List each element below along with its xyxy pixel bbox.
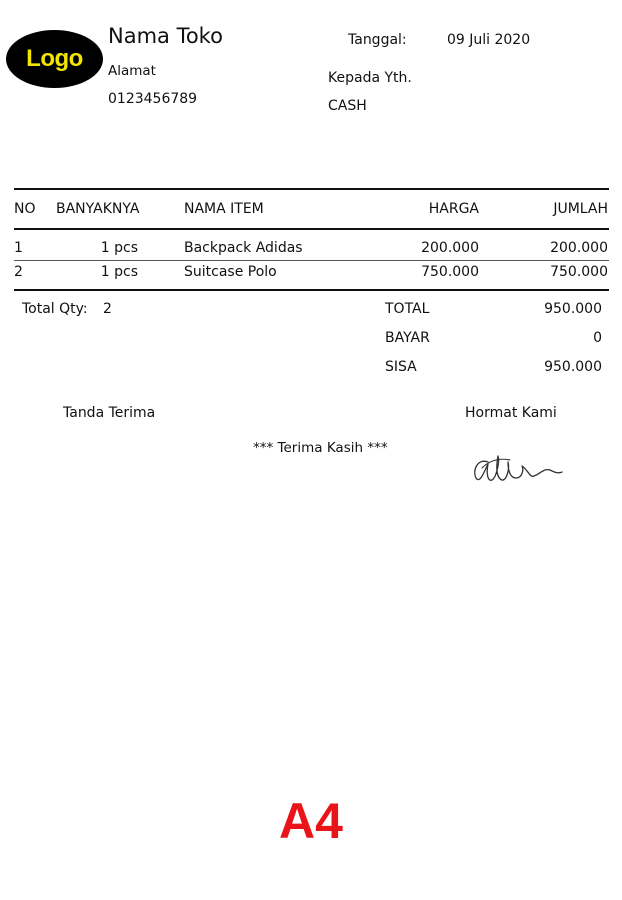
row-quantity: 1 pcs <box>100 264 138 280</box>
row-item-name: Suitcase Polo <box>184 264 277 280</box>
header-quantity: BANYAKNYA <box>56 201 140 217</box>
row-no: 1 <box>14 240 23 256</box>
row-item-name: Backpack Adidas <box>184 240 303 256</box>
paid-value: 0 <box>593 330 602 346</box>
row-price: 200.000 <box>421 240 479 256</box>
sender-signature-label: Hormat Kami <box>465 405 557 421</box>
paper-size-label: A4 <box>279 793 343 849</box>
shop-logo <box>6 30 103 88</box>
signature-image <box>470 448 566 490</box>
header-no: NO <box>14 201 36 217</box>
date-label: Tanggal: <box>348 32 407 48</box>
receiver-signature-label: Tanda Terima <box>63 405 156 421</box>
paid-label: BAYAR <box>385 330 430 346</box>
row-quantity: 1 pcs <box>100 240 138 256</box>
recipient-value: CASH <box>328 98 367 114</box>
header-amount: JUMLAH <box>553 201 608 217</box>
total-value: 950.000 <box>544 301 602 317</box>
total-qty-label: Total Qty: <box>22 301 88 317</box>
logo-text: Logo <box>26 45 83 72</box>
row-price: 750.000 <box>421 264 479 280</box>
balance-label: SISA <box>385 359 417 375</box>
recipient-label: Kepada Yth. <box>328 70 412 86</box>
shop-address: Alamat <box>108 63 156 79</box>
shop-phone: 0123456789 <box>108 91 198 107</box>
table-header-rule <box>14 228 609 230</box>
table-bottom-rule <box>14 289 609 291</box>
table-row-divider <box>14 260 609 261</box>
table-top-rule <box>14 188 609 190</box>
header-price: HARGA <box>428 201 479 217</box>
thank-you-note: *** Terima Kasih *** <box>253 440 388 456</box>
date-value: 09 Juli 2020 <box>447 32 531 48</box>
shop-name: Nama Toko <box>108 24 223 48</box>
row-amount: 200.000 <box>550 240 608 256</box>
total-qty-value: 2 <box>103 301 112 317</box>
total-label: TOTAL <box>385 301 430 317</box>
row-no: 2 <box>14 264 23 280</box>
row-amount: 750.000 <box>550 264 608 280</box>
header-item-name: NAMA ITEM <box>184 201 264 217</box>
balance-value: 950.000 <box>544 359 602 375</box>
